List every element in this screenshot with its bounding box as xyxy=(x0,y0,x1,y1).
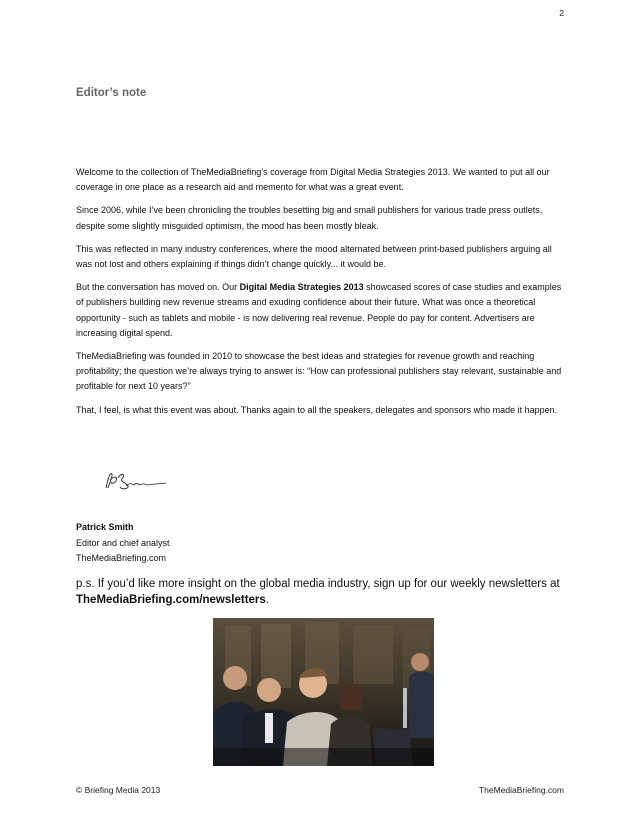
paragraph-conversation-start: But the conversation has moved on. Our xyxy=(76,282,240,293)
page-title: Editor’s note xyxy=(76,87,147,99)
paragraph-founded: TheMediaBriefing was founded in 2010 to showcase the best ideas and strategies for revenue growth and reaching profitability; the question we’re always trying to answer is: “How can professional publishers stay relevant, sustainable and profitable for next 10 years?” xyxy=(76,351,562,392)
paragraph-conversation xyxy=(76,280,568,341)
postscript-end: . xyxy=(265,593,269,606)
postscript xyxy=(76,577,576,608)
page-number: 2 xyxy=(559,8,564,18)
paragraph-since-2006: Since 2006, while I’ve been chronicling the troubles besetting big and small publishers for various trade press outlets, despite some slightly misguided optimism, the mood has been mostly bleak. xyxy=(76,205,543,231)
author-role: Editor and chief analyst xyxy=(76,537,170,548)
postscript-text: p.s. If you’d like more insight on the global media industry, sign up for our weekly newsletters at xyxy=(76,578,560,590)
author-name: Patrick Smith xyxy=(76,522,134,532)
panel-photo-illustration xyxy=(213,618,434,766)
paragraph-conversation-rest: showcased scores of case studies and examples of publishers building new revenue streams and exuding confidence about their future. What was once a theoretical opportunity - such as tablets and mobile - is now delivering real revenue. People do pay for content. Advertisers are increasing digital spend. xyxy=(76,282,562,338)
event-name: Digital Media Strategies 2013 xyxy=(239,282,364,293)
newsletter-link[interactable]: TheMediaBriefing.com/newsletters xyxy=(76,593,266,606)
paragraph-conferences: This was reflected in many industry conferences, where the mood alternated between print-based publishers arguing all was not lost and others explaining if things didn’t change quickly... it would be. xyxy=(76,243,552,270)
footer-site: TheMediaBriefing.com xyxy=(478,785,564,795)
footer-copyright: © Briefing Media 2013 xyxy=(76,785,161,795)
paragraph-thanks: That, I feel, is what this event was about. Thanks again to all the speakers, delegates and sponsors who made it happen. xyxy=(76,404,558,415)
author-site: TheMediaBriefing.com xyxy=(76,553,167,563)
panel-discussion-photo xyxy=(213,618,434,766)
editor-note-body xyxy=(76,165,568,426)
paragraph-welcome: Welcome to the collection of TheMediaBriefing’s coverage from Digital Media Strategies 2013. We wanted to put all our coverage in one place as a research aid and memento for what was a great event. xyxy=(76,167,550,193)
handwritten-signature xyxy=(100,468,172,494)
signoff-block xyxy=(76,520,170,567)
